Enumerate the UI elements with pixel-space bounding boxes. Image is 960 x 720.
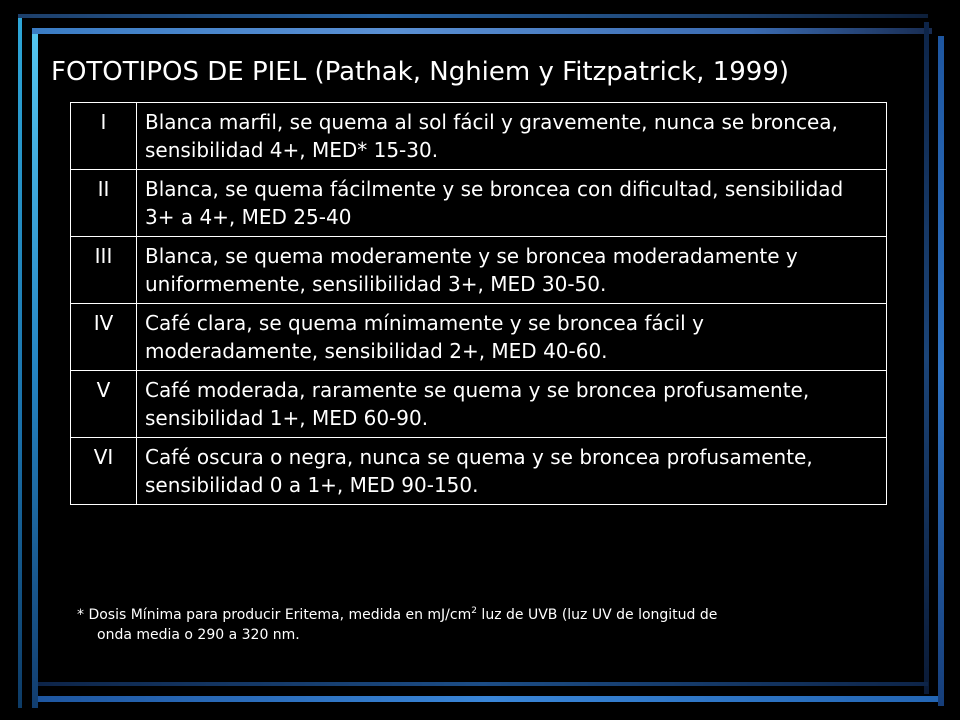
frame-bottom-outer-bar — [38, 682, 928, 686]
phototype-description: Blanca marfil, se quema al sol fácil y gravemente, nunca se broncea, sensibilidad 4+, MED* 15-30. — [137, 103, 887, 170]
frame-top-outer-bar — [18, 14, 928, 18]
footnote-text-continued: luz de UVB (luz UV de longitud de — [476, 607, 718, 623]
phototype-table — [70, 102, 887, 505]
frame-left-outer-bar — [18, 18, 22, 708]
phototype-description: Café moderada, raramente se quema y se broncea profusamente, sensibilidad 1+, MED 60-90. — [137, 371, 887, 438]
phototype-number: I — [71, 103, 137, 170]
phototype-number: III — [71, 237, 137, 304]
frame-right-outer-bar — [924, 22, 929, 694]
slide-title: FOTOTIPOS DE PIEL (Pathak, Nghiem y Fitzpatrick, 1999) — [51, 57, 790, 87]
phototype-number: IV — [71, 304, 137, 371]
footnote-second-line: onda media o 290 a 320 nm. — [97, 627, 300, 643]
phototype-number: VI — [71, 438, 137, 505]
table-row — [71, 170, 887, 237]
phototype-description: Blanca, se quema fácilmente y se broncea con dificultad, sensibilidad 3+ a 4+, MED 25-40 — [137, 170, 887, 237]
phototype-number: II — [71, 170, 137, 237]
phototype-description: Café oscura o negra, nunca se quema y se broncea profusamente, sensibilidad 0 a 1+, MED 90-150. — [137, 438, 887, 505]
footnote-superscript: 2 — [471, 606, 477, 616]
table-row — [71, 438, 887, 505]
table-row — [71, 237, 887, 304]
footnote — [77, 601, 877, 645]
frame-bottom-inner-bar — [38, 696, 938, 702]
phototype-number: V — [71, 371, 137, 438]
frame-top-inner-bar — [32, 28, 932, 34]
frame-right-inner-bar — [938, 36, 944, 706]
phototype-description: Café clara, se quema mínimamente y se broncea fácil y moderadamente, sensibilidad 2+, MED 40-60. — [137, 304, 887, 371]
table-row — [71, 304, 887, 371]
table-row — [71, 371, 887, 438]
footnote-text: * Dosis Mínima para producir Eritema, medida en mJ/cm — [77, 607, 472, 623]
frame-left-inner-bar — [32, 28, 38, 708]
phototype-description: Blanca, se quema moderamente y se broncea moderadamente y uniformemente, sensilibilidad 3+, MED 30-50. — [137, 237, 887, 304]
table-row — [71, 103, 887, 170]
